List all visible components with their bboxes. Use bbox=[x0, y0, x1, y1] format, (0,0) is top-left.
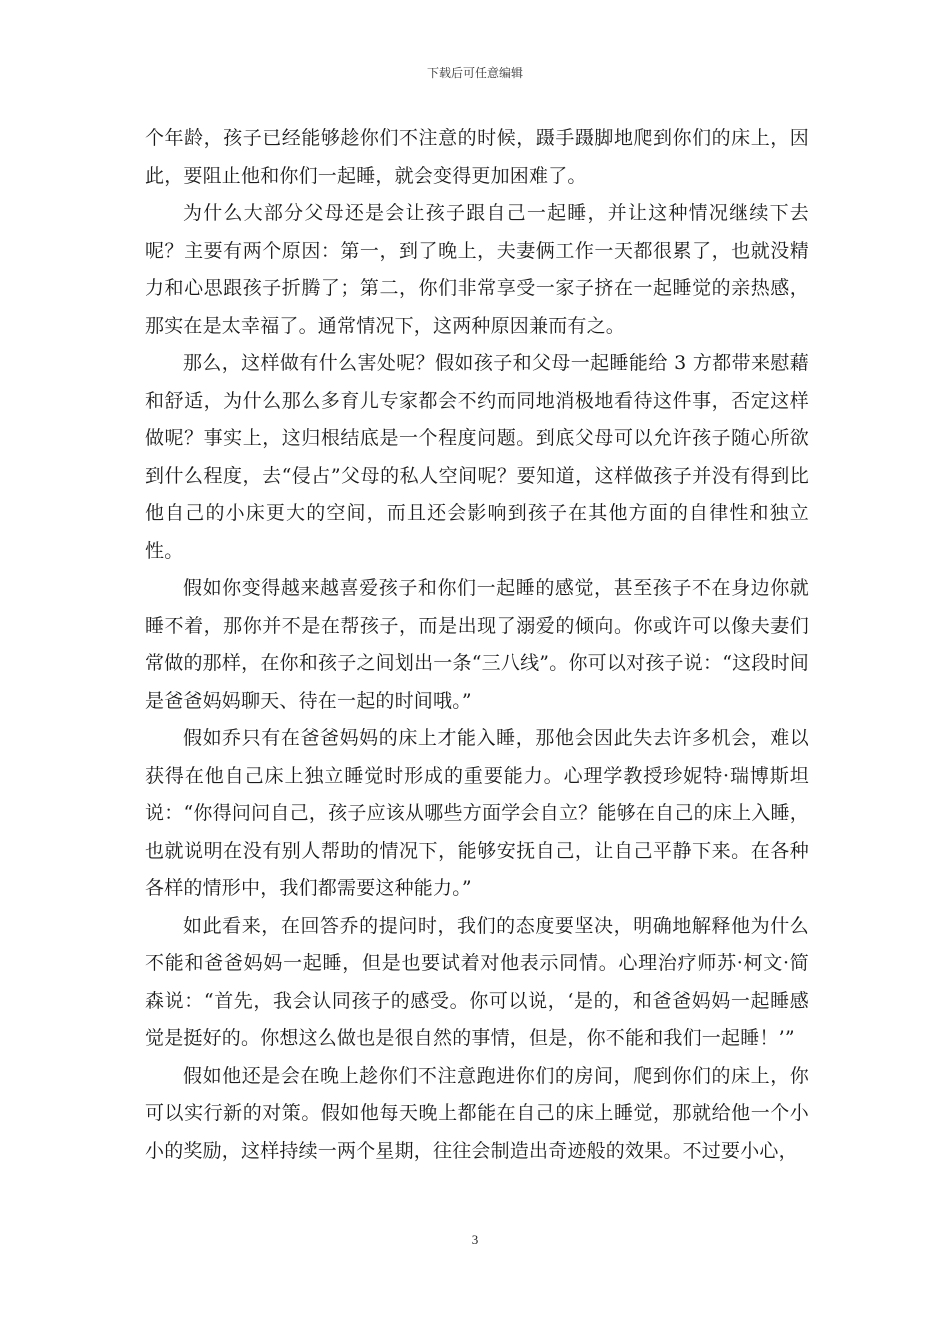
paragraph: 如此看来，在回答乔的提问时，我们的态度要坚决，明确地解释他为什么不能和爸爸妈妈一起睡，但是也要试着对他表示同情。心理治疗师苏·柯文·简森说：“首先，我会认同孩子的感受。你可以说，‘是的，和爸爸妈妈一起睡感觉是挺好的。你想这么做也是很自然的事情，但是，你不能和我们一起睡！’” bbox=[145, 914, 809, 1049]
paragraph: 为什么大部分父母还是会让孩子跟自己一起睡，并让这种情况继续下去呢？主要有两个原因：第一，到了晚上，夫妻俩工作一天都很累了，也就没精力和心思跟孩子折腾了；第二，你们非常享受一家子挤在一起睡觉的亲热感，那实在是太幸福了。通常情况下，这两种原因兼而有之。 bbox=[145, 202, 809, 337]
paragraph: 假如你变得越来越喜爱孩子和你们一起睡的感觉，甚至孩子不在身边你就睡不着，那你并不是在帮孩子，而是出现了溺爱的倾向。你或许可以像夫妻们常做的那样，在你和孩子之间划出一条“三八线”。你可以对孩子说：“这段时间是爸爸妈妈聊天、待在一起的时间哦。” bbox=[145, 577, 809, 712]
paragraph: 那么，这样做有什么害处呢？假如孩子和父母一起睡能给 3 方都带来慰藉和舒适，为什么那么多育儿专家都会不约而同地消极地看待这件事，否定这样做呢？事实上，这归根结底是一个程度问题。到底父母可以允许孩子随心所欲到什么程度，去“侵占”父母的私人空间呢？要知道，这样做孩子并没有得到比他自己的小床更大的空间，而且还会影响到孩子在其他方面的自律性和独立性。 bbox=[145, 352, 809, 562]
page-number: 3 bbox=[471, 1232, 479, 1247]
paragraph: 假如他还是会在晚上趁你们不注意跑进你们的房间，爬到你们的床上，你可以实行新的对策。假如他每天晚上都能在自己的床上睡觉，那就给他一个小小的奖励，这样持续一两个星期，往往会制造出奇迹般的效果。不过要小心， bbox=[145, 1064, 809, 1162]
document-body bbox=[145, 120, 809, 1170]
page-header: 下载后可任意编辑 bbox=[426, 66, 523, 80]
paragraph-continuation: 个年龄，孩子已经能够趁你们不注意的时候，蹑手蹑脚地爬到你们的床上，因此，要阻止他和你们一起睡，就会变得更加困难了。 bbox=[145, 127, 809, 187]
paragraph: 假如乔只有在爸爸妈妈的床上才能入睡，那他会因此失去许多机会，难以获得在他自己床上独立睡觉时形成的重要能力。心理学教授珍妮特·瑞博斯坦说：“你得问问自己，孩子应该从哪些方面学会自立？能够在自己的床上入睡，也就说明在没有别人帮助的情况下，能够安抚自己，让自己平静下来。在各种各样的情形中，我们都需要这种能力。” bbox=[145, 727, 809, 899]
